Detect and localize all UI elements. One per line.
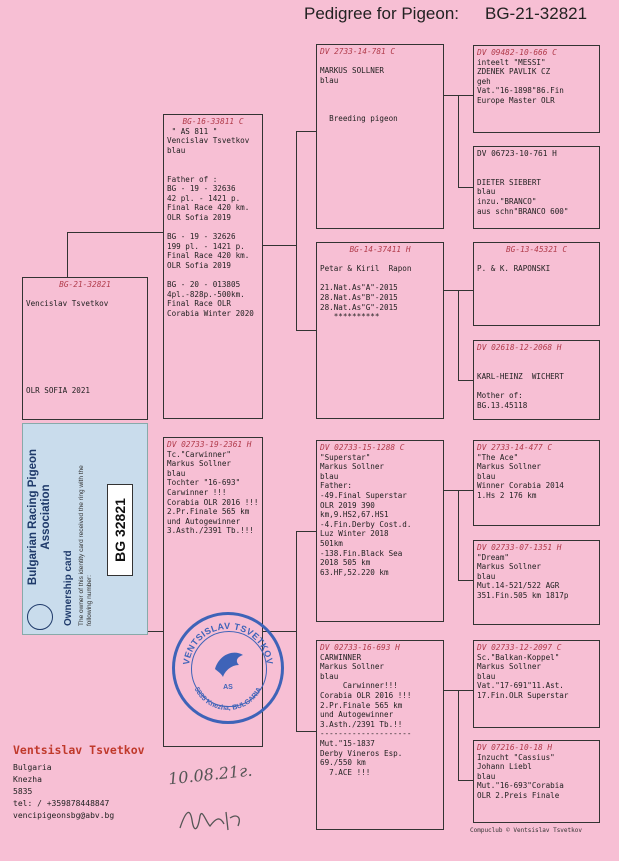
dsd-ring: DV 02733-07-1351 H	[477, 543, 562, 552]
detail-line: blau	[320, 671, 339, 681]
connector	[67, 232, 163, 233]
connector	[296, 531, 316, 532]
detail-line: aus schn"BRANCO 600"	[477, 206, 569, 216]
stamp-center: AS	[223, 684, 233, 691]
detail-line: und Autogewinner	[167, 516, 241, 526]
dd-box	[316, 640, 444, 830]
detail-line: -49.Final Superstar	[320, 490, 407, 500]
detail-line	[320, 85, 440, 95]
ddd-ring: DV 07216-10-18 H	[477, 743, 553, 752]
detail-line: und Autogewinner	[320, 710, 394, 720]
detail-line: Tochter "16-693"	[167, 478, 241, 488]
detail-line: DIETER SIEBERT	[477, 177, 542, 187]
detail-line: Breeding pigeon	[320, 114, 398, 124]
subject-box	[22, 277, 148, 420]
connector	[296, 131, 316, 132]
detail-line	[26, 347, 144, 357]
detail-line: 3.Asth./2391 Tb.!!	[320, 719, 403, 729]
sds-ring: BG-13-45321 C	[505, 245, 568, 254]
detail-line: Markus Sollner	[477, 562, 542, 572]
connector	[458, 580, 473, 581]
detail-line: blau	[477, 571, 496, 581]
sss-details	[477, 58, 596, 106]
sds-details	[477, 255, 596, 274]
detail-line: Final Race 420 km.	[167, 203, 250, 213]
detail-line: blau	[477, 671, 496, 681]
detail-line: Europe Master OLR	[477, 95, 555, 105]
owner-tel: tel: / +359878448847	[13, 799, 110, 808]
detail-line	[26, 318, 144, 328]
ddd-box	[473, 740, 600, 823]
detail-line: Sc."Balkan-Koppel"	[477, 652, 560, 662]
card-description: The owner of this identity card received the ring with the following number:	[78, 465, 93, 626]
detail-line: Johann Liebl	[477, 762, 532, 772]
owner-info	[13, 744, 145, 822]
sdd-details	[477, 353, 596, 411]
card-association: Bulgarian Racing Pigeon Association	[27, 448, 52, 586]
dsd-box	[473, 540, 600, 625]
detail-line	[26, 366, 144, 376]
detail-line	[320, 274, 440, 284]
detail-line: 28.Nat.As"B"-2015	[320, 292, 398, 302]
connector	[458, 95, 459, 187]
owner-stamp	[172, 612, 284, 724]
ownership-card	[22, 423, 148, 635]
detail-line: CARWINNER	[320, 652, 362, 662]
detail-line: blau	[477, 187, 496, 197]
sdd-box	[473, 340, 600, 420]
detail-line: Winner Corabia 2014	[477, 481, 564, 491]
dam-ring: DV 02733-19-2361 H	[167, 440, 252, 449]
ddd-details	[477, 753, 596, 801]
detail-line: 63.HF,52.220 km	[320, 567, 389, 577]
detail-line: --------------------	[320, 729, 412, 739]
connector	[458, 690, 459, 780]
detail-line: Corabia OLR 2016 !!!	[320, 690, 412, 700]
title-ring: BG-21-32821	[485, 4, 588, 23]
footer-credit: Compuclub © Ventsislav Tsvetkov	[470, 827, 582, 834]
detail-line: Vencislav Tsvetkov	[167, 136, 250, 146]
subject-ring: BG-21-32821	[59, 280, 111, 289]
detail-line: Final Race 420 km.	[167, 251, 250, 261]
detail-line	[26, 376, 144, 386]
connector	[296, 131, 297, 245]
connector	[296, 731, 316, 732]
detail-line: blau	[320, 75, 339, 85]
detail-line: P. & K. RAPONSKI	[477, 264, 551, 274]
detail-line	[167, 165, 259, 175]
detail-line: 17.Fin.OLR Superstar	[477, 690, 569, 700]
detail-line: blau	[477, 471, 496, 481]
detail-line: BG - 19 - 32636	[167, 184, 236, 194]
sd-box	[316, 242, 444, 419]
ds-ring: DV 02733-15-1288 C	[320, 443, 405, 452]
detail-line	[320, 95, 440, 105]
subject-details	[26, 290, 144, 396]
signature	[176, 800, 246, 840]
owner-name: Ventsislav Tsvetkov	[13, 743, 145, 757]
ssd-details	[477, 159, 596, 217]
detail-line: Vat."17-691"11.Ast.	[477, 681, 564, 691]
detail-line: km,9.HS2,67.HS1	[320, 510, 389, 520]
ssd-box	[473, 146, 600, 229]
sd-details	[320, 255, 440, 322]
sss-ring: DV 09482-10-666 C	[477, 48, 557, 57]
stamp-bottom: 5835 Knezha, BULGARIA	[192, 686, 264, 713]
detail-line: inzu."BRANCO"	[477, 196, 537, 206]
title-label: Pedigree for Pigeon:	[304, 4, 459, 23]
detail-line	[26, 338, 144, 348]
connector	[296, 330, 316, 331]
dd-ring: DV 02733-16-693 H	[320, 643, 400, 652]
detail-line: Luz Winter 2018	[320, 529, 389, 539]
sss-box	[473, 45, 600, 133]
detail-line: "Superstar"	[320, 452, 371, 462]
detail-line	[26, 328, 144, 338]
association-logo-icon	[27, 604, 53, 630]
detail-line: -4.Fin.Derby Cost.d.	[320, 519, 412, 529]
detail-line: Father of :	[167, 174, 218, 184]
detail-line: blau	[477, 771, 496, 781]
ssd-ring: DV 06723-10-761 H	[477, 149, 557, 158]
owner-email: vencipigeonsbg@abv.bg	[13, 811, 115, 820]
connector	[458, 380, 473, 381]
detail-line: **********	[320, 312, 380, 322]
detail-line: BG.13.45118	[477, 400, 528, 410]
sire-ring: BG-16-33811 C	[182, 117, 244, 126]
ss-details	[320, 57, 440, 124]
detail-line: BG - 20 - 013805	[167, 280, 241, 290]
detail-line: blau	[320, 471, 339, 481]
detail-line	[477, 362, 596, 372]
detail-line: " AS 811 "	[167, 126, 218, 136]
detail-line: OLR 2019 390	[320, 500, 375, 510]
ss-ring: DV 2733-14-781 C	[320, 47, 396, 56]
sire-details	[167, 127, 259, 319]
detail-line: 7.ACE !!!	[320, 767, 371, 777]
detail-line: 69./550 km	[320, 758, 366, 768]
ds-box	[316, 440, 444, 622]
sire-box	[163, 114, 263, 419]
card-ring-number: BG 32821	[107, 484, 133, 576]
owner-city: Knezha	[13, 775, 42, 784]
detail-line: 3.Asth./2391 Tb.!!!	[167, 526, 254, 536]
detail-line	[26, 290, 144, 300]
detail-line: Corabia OLR 2016 !!!	[167, 497, 259, 507]
detail-line: Carwinner!!!	[320, 681, 398, 691]
pigeon-icon	[215, 653, 243, 677]
detail-line	[477, 353, 596, 363]
detail-line: 199 pl. - 1421 p.	[167, 241, 245, 251]
detail-line	[320, 255, 440, 265]
ss-box	[316, 44, 444, 229]
detail-line	[477, 159, 596, 169]
detail-line: Mut.14-521/522 AGR	[477, 581, 560, 591]
connector	[296, 531, 297, 731]
detail-line: KARL-HEINZ WICHERT	[477, 371, 564, 381]
detail-line	[320, 105, 440, 115]
owner-zip: 5835	[13, 787, 33, 796]
sds-box	[473, 242, 600, 326]
detail-line: -138.Fin.Black Sea	[320, 548, 403, 558]
detail-line: Father:	[320, 481, 353, 491]
card-title: Ownership card	[63, 550, 74, 626]
detail-line: OLR 2.Preis Finale	[477, 790, 560, 800]
detail-line: Corabia Winter 2020	[167, 308, 254, 318]
ds-details	[320, 453, 440, 578]
detail-line: Final Race OLR	[167, 299, 232, 309]
detail-line	[167, 223, 259, 233]
detail-line: 351.Fin.505 km 1817p	[477, 590, 569, 600]
connector	[458, 490, 459, 580]
detail-line: 21.Nat.As"A"-2015	[320, 283, 398, 293]
detail-line: Carwinner !!!	[167, 487, 227, 497]
detail-line: 42 pl. - 1421 p.	[167, 193, 241, 203]
detail-line: 4pl.-828p.-500km.	[167, 289, 245, 299]
detail-line: Vat."16-1898"86.Fin	[477, 86, 564, 96]
detail-line	[477, 381, 596, 391]
detail-line: blau	[167, 468, 186, 478]
connector	[296, 245, 297, 330]
detail-line: 2.Pr.Finale 565 km	[320, 700, 403, 710]
detail-line: "The Ace"	[477, 452, 519, 462]
detail-line: Inzucht "Cassius"	[477, 752, 555, 762]
detail-line: Tc."Carwinner"	[167, 449, 232, 459]
detail-line: "Dream"	[477, 552, 510, 562]
dss-ring: DV 2733-14-477 C	[477, 443, 553, 452]
page-title	[304, 4, 587, 24]
detail-line: blau	[167, 145, 186, 155]
detail-line: Markus Sollner	[320, 462, 385, 472]
dd-details	[320, 653, 440, 778]
dsd-details	[477, 553, 596, 601]
detail-line: Mother of:	[477, 390, 523, 400]
detail-line: Mut."16-693"Corabia	[477, 781, 564, 791]
detail-line: OLR Sofia 2019	[167, 260, 232, 270]
connector	[458, 780, 473, 781]
detail-line: Petar & Kiril Rapon	[320, 264, 412, 274]
owner-country: Bulgaria	[13, 763, 52, 772]
detail-line: BG - 19 - 32626	[167, 232, 236, 242]
detail-line: 1.Hs 2 176 km	[477, 490, 537, 500]
sdd-ring: DV 02618-12-2068 H	[477, 343, 562, 352]
dam-details	[167, 450, 259, 536]
detail-line: Markus Sollner	[477, 662, 542, 672]
detail-line: 2018 505 km	[320, 558, 371, 568]
connector	[148, 631, 163, 632]
detail-line	[167, 271, 259, 281]
detail-line: inteelt "MESSI"	[477, 57, 546, 67]
stamp-name: VENTSISLAV TSVETKOV	[181, 620, 275, 666]
connector	[67, 232, 68, 277]
detail-line	[477, 255, 596, 265]
dds-ring: DV 02733-12-2097 C	[477, 643, 562, 652]
dds-details	[477, 653, 596, 701]
detail-line	[26, 357, 144, 367]
detail-line	[320, 57, 440, 67]
detail-line: geh	[477, 76, 491, 86]
connector	[458, 290, 459, 380]
dds-box	[473, 640, 600, 728]
detail-line	[477, 168, 596, 178]
detail-line: 28.Nat.As"G"-2015	[320, 302, 398, 312]
detail-line: Mut."15-1837	[320, 738, 375, 748]
detail-line: 2.Pr.Finale 565 km	[167, 507, 250, 517]
detail-line	[26, 309, 144, 319]
detail-line: Vencislav Tsvetkov	[26, 299, 109, 309]
detail-line: 501km	[320, 538, 343, 548]
stamp-graphic	[175, 615, 281, 721]
detail-line: OLR SOFIA 2021	[26, 385, 91, 395]
dss-details	[477, 453, 596, 501]
detail-line: ZDENEK PAVLIK CZ	[477, 67, 551, 77]
detail-line: MARKUS SOLLNER	[320, 66, 385, 76]
connector	[262, 245, 296, 246]
detail-line: Derby Vineros Esp.	[320, 748, 403, 758]
handwritten-date: 10.08.21г.	[167, 760, 254, 789]
detail-line: Markus Sollner	[167, 459, 232, 469]
detail-line: Markus Sollner	[477, 462, 542, 472]
connector	[458, 187, 473, 188]
sd-ring: BG-14-37411 H	[349, 245, 411, 254]
detail-line: Markus Sollner	[320, 662, 385, 672]
dss-box	[473, 440, 600, 526]
detail-line	[167, 155, 259, 165]
detail-line: OLR Sofia 2019	[167, 212, 232, 222]
